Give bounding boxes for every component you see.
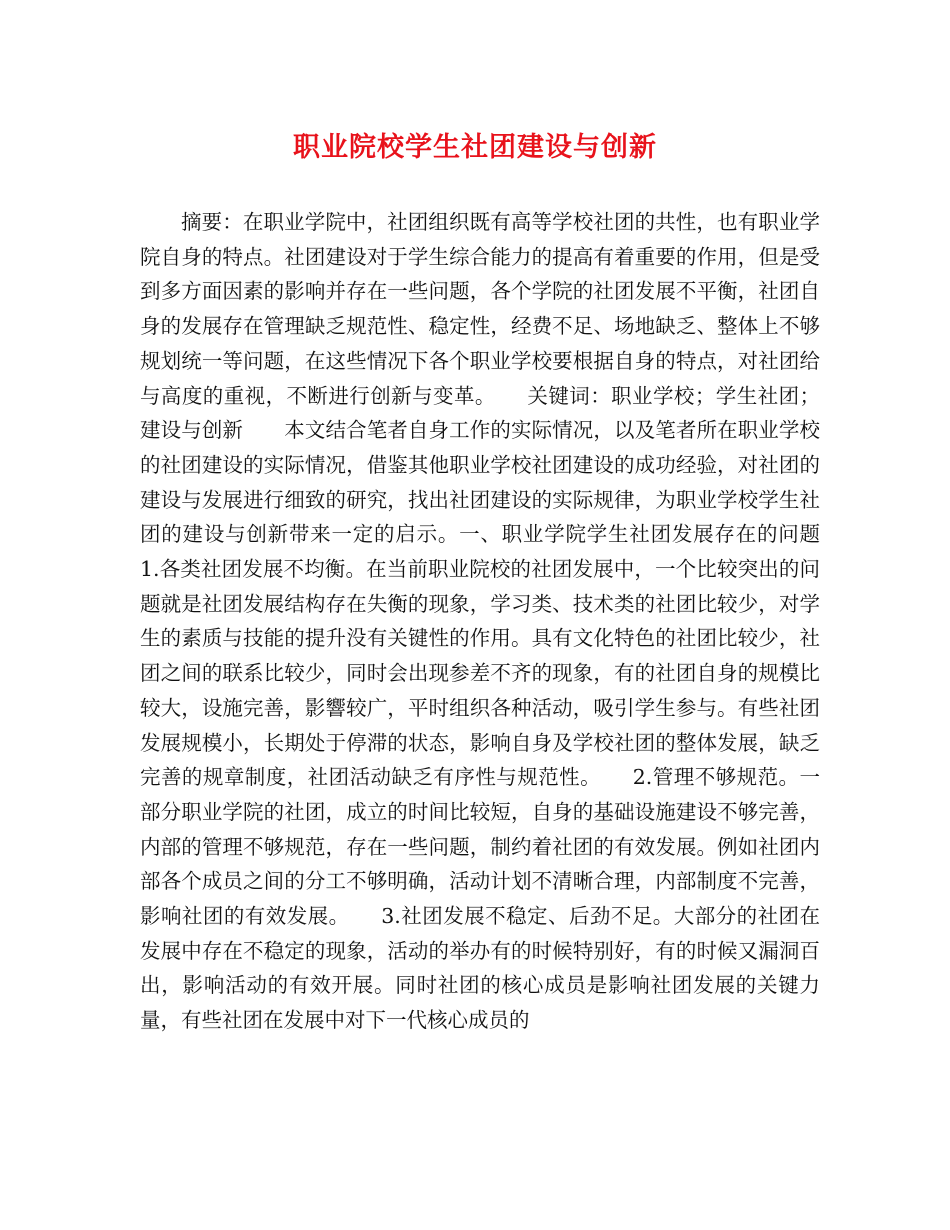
document-body: 摘要：在职业学院中，社团组织既有高等学校社团的共性，也有职业学院自身的特点。社团建设对于学生综合能力的提高有着重要的作用，但是受到多方面因素的影响并存在一些问题，各个学院的社团发展不平衡，社团自身的发展存在管理缺乏规范性、稳定性，经费不足、场地缺乏、整体上不够规划统一等问题，在这些情况下各个职业学校要根据自身的特点，对社团给与高度的重视，不断进行创新与变革。 关键词：职业学校；学生社团；建设与创新 本文结合笔者自身工作的实际情况，以及笔者所在职业学校的社团建设的实际情况，借鉴其他职业学校社团建设的成功经验，对社团的建设与发展进行细致的研究，找出社团建设的实际规律，为职业学校学生社团的建设与创新带来一定的启示。一、职业学院学生社团发展存在的问题 1.各类社团发展不均衡。在当前职业院校的社团发展中，一个比较突出的问题就是社团发展结构存在失衡的现象，学习类、技术类的社团比较少，对学生的素质与技能的提升没有关键性的作用。具有文化特色的社团比较少，社团之间的联系比较少，同时会出现参差不齐的现象，有的社团自身的规模比较大，设施完善，影響较广，平时组织各种活动，吸引学生参与。有些社团发展规模小，长期处于停滞的状态，影响自身及学校社团的整体发展，缺乏完善的规章制度，社团活动缺乏有序性与规范性。 2.管理不够规范。一部分职业学院的社团，成立的时间比较短，自身的基础设施建设不够完善，内部的管理不够规范，存在一些问题，制约着社团的有效发展。例如社团内部各个成员之间的分工不够明确，活动计划不清晰合理，内部制度不完善，影响社团的有效发展。 3.社团发展不稳定、后劲不足。大部分的社团在发展中存在不稳定的现象，活动的举办有的时候特别好，有的时候又漏洞百出，影响活动的有效开展。同时社团的核心成员是影响社团发展的关键力量，有些社团在发展中对下一代核心成员的 [140, 210, 861, 1033]
document-title: 职业院校学生社团建设与创新 [293, 132, 657, 163]
